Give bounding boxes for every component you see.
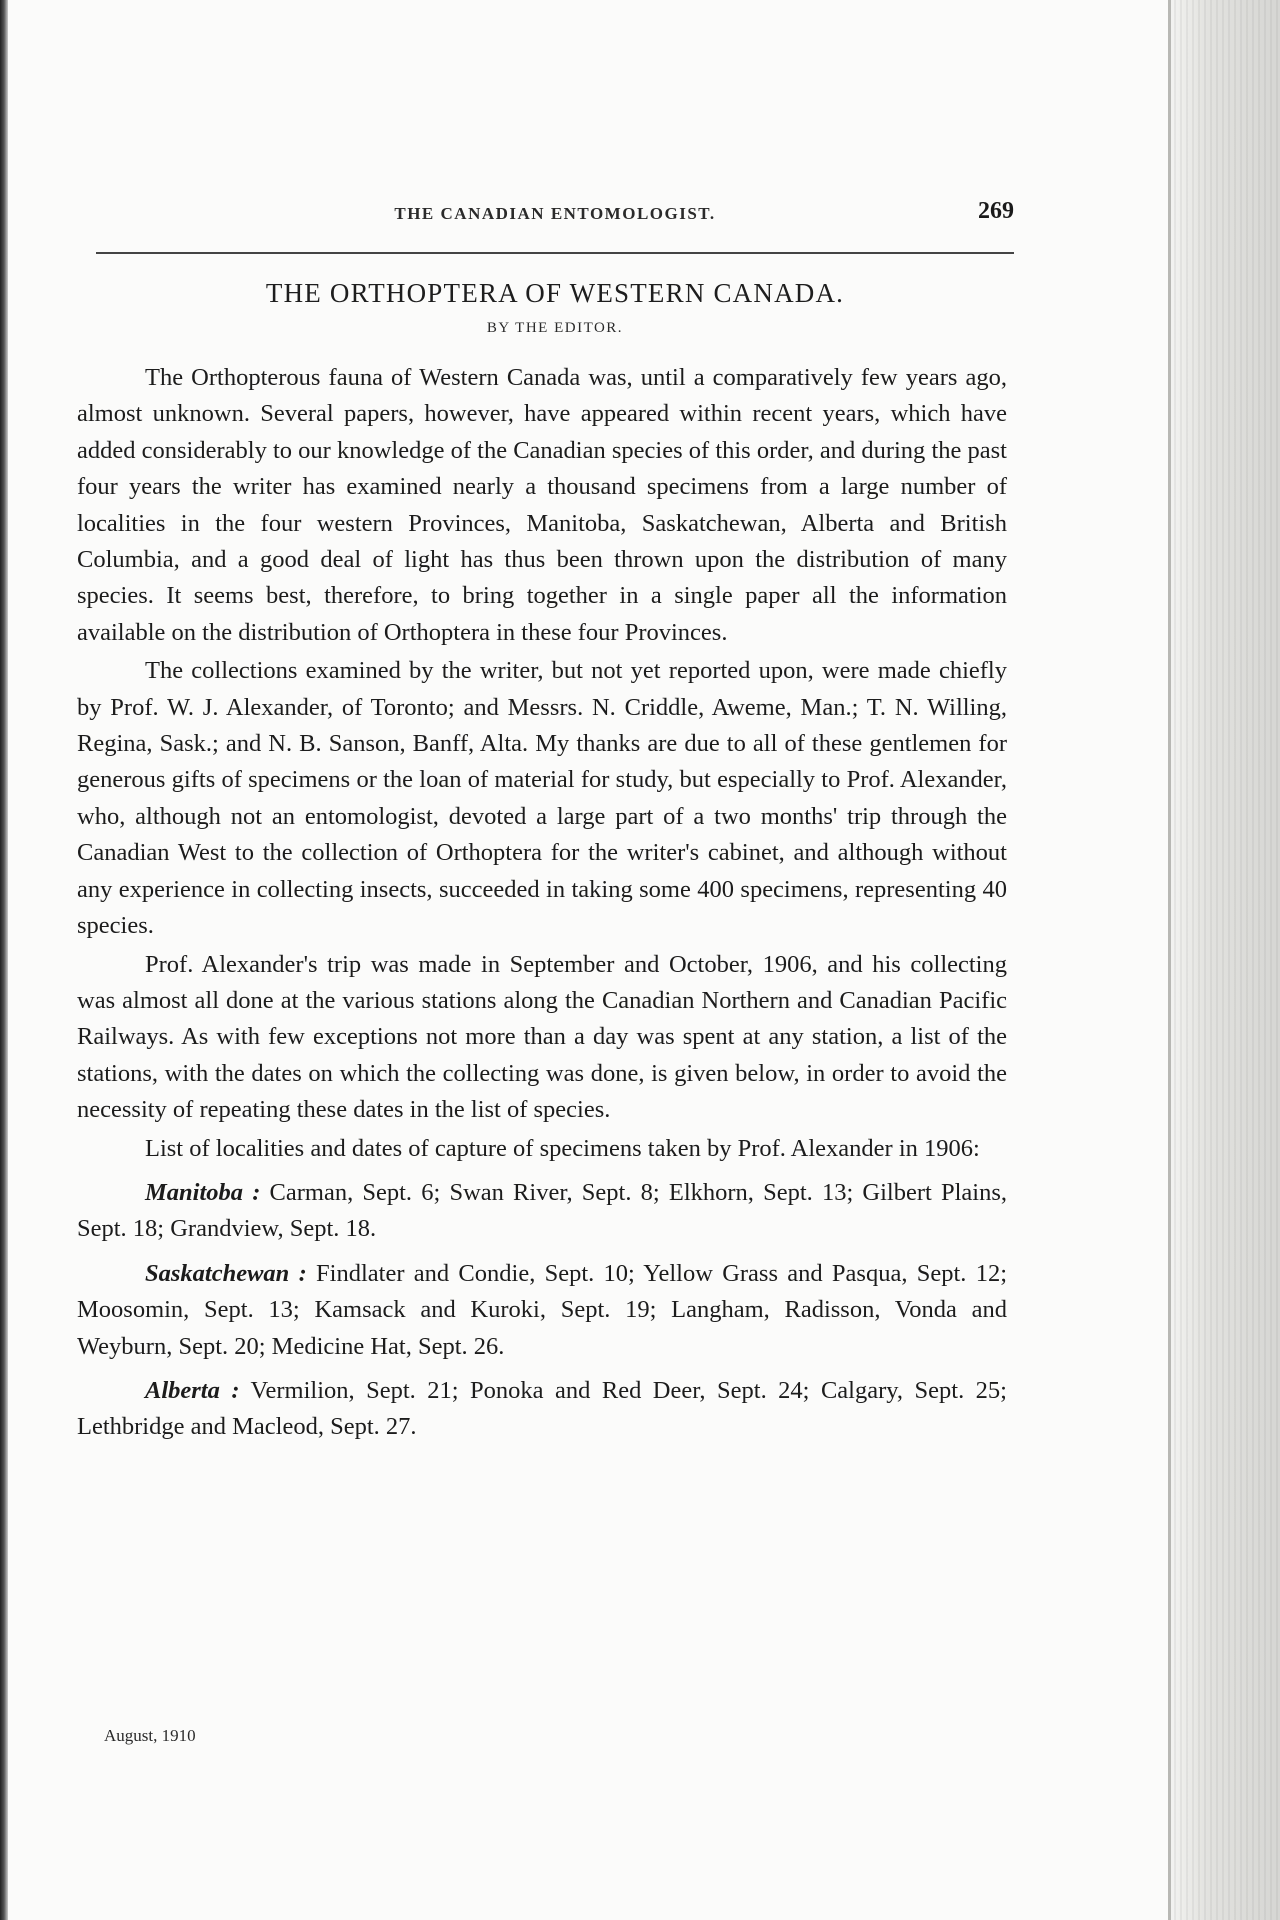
article-byline: BY THE EDITOR. — [486, 320, 624, 336]
paragraph: The Orthopterous fauna of Western Canada was, until a comparatively few years ago, almost unknown. Several papers, however, have appeared within recent years, which have added considerably to our knowledge of the Canadian species of this order, and during the past four years the writer has examined nearly a thousand specimens from a large number of localities in the four western Provinces, Manitoba, Saskatchewan, Alberta and British Columbia, and a good deal of light has thus been thrown upon the distribution of many species. It seems best, therefore, to bring together in a single paper all the information available on the distribution of Orthoptera in these four Provinces. — [77, 364, 1007, 646]
paragraph: The collections examined by the writer, but not yet reported upon, were made chiefly by Prof. W. J. Alexander, of Toronto; and Messrs. N. Criddle, Aweme, Man.; T. N. Willing, Regina, Sask.; and N. B. Sanson, Banff, Alta. My thanks are due to all of these gentlemen for generous gifts of specimens or the loan of material for study, but especially to Prof. Alexander, who, although not an entomologist, devoted a large part of a two months' trip through the Canadian West to the collection of Orthoptera for the writer's cabinet, and although without any experience in collecting insects, succeeded in taking some 400 specimens, representing 40 species. — [77, 657, 1007, 940]
scan-edge-left — [0, 0, 8, 1920]
page-header — [96, 196, 1014, 236]
article-title: THE ORTHOPTERA OF WESTERN CANADA. — [265, 278, 845, 308]
locality-list: Carman, Sept. 6; Swan River, Sept. 8; Elkhorn, Sept. 13; Gilbert Plains, Sept. 18; Grandview, Sept. 18. — [77, 1178, 1007, 1243]
header-rule — [96, 252, 1014, 254]
running-title: THE CANADIAN ENTOMOLOGIST. — [394, 204, 716, 223]
province-name: Manitoba : — [145, 1178, 261, 1206]
locality-list: Findlater and Condie, Sept. 10; Yellow Grass and Pasqua, Sept. 12; Moosomin, Sept. 13; Kamsack and Kuroki, Sept. 19; Langham, Radisson, Vonda and Weyburn, Sept. 20; Medicine Hat, Sept. 26. — [77, 1259, 1007, 1360]
page-stack-edge — [1168, 0, 1280, 1920]
province-name: Alberta : — [145, 1376, 240, 1404]
page-number: 269 — [978, 198, 1014, 224]
paragraph: List of localities and dates of capture of specimens taken by Prof. Alexander in 1906: — [145, 1134, 980, 1162]
issue-date: August, 1910 — [104, 1726, 196, 1745]
page-stack-border — [1168, 0, 1171, 1920]
locality-entry — [77, 1373, 1007, 1446]
locality-list: Vermilion, Sept. 21; Ponoka and Red Deer, Sept. 24; Calgary, Sept. 25; Lethbridge and Macleod, Sept. 27. — [77, 1376, 1007, 1441]
locality-entry — [77, 1175, 1007, 1248]
article-body — [77, 360, 1007, 1448]
paragraph: Prof. Alexander's trip was made in September and October, 1906, and his collecting was almost all done at the various stations along the Canadian Northern and Canadian Pacific Railways. As with few exceptions not more than a day was spent at any station, a list of the stations, with the dates on which the collecting was done, is given below, in order to avoid the necessity of repeating these dates in the list of species. — [77, 950, 1007, 1124]
locality-entry — [77, 1256, 1007, 1365]
province-name: Saskatchewan : — [145, 1259, 307, 1287]
